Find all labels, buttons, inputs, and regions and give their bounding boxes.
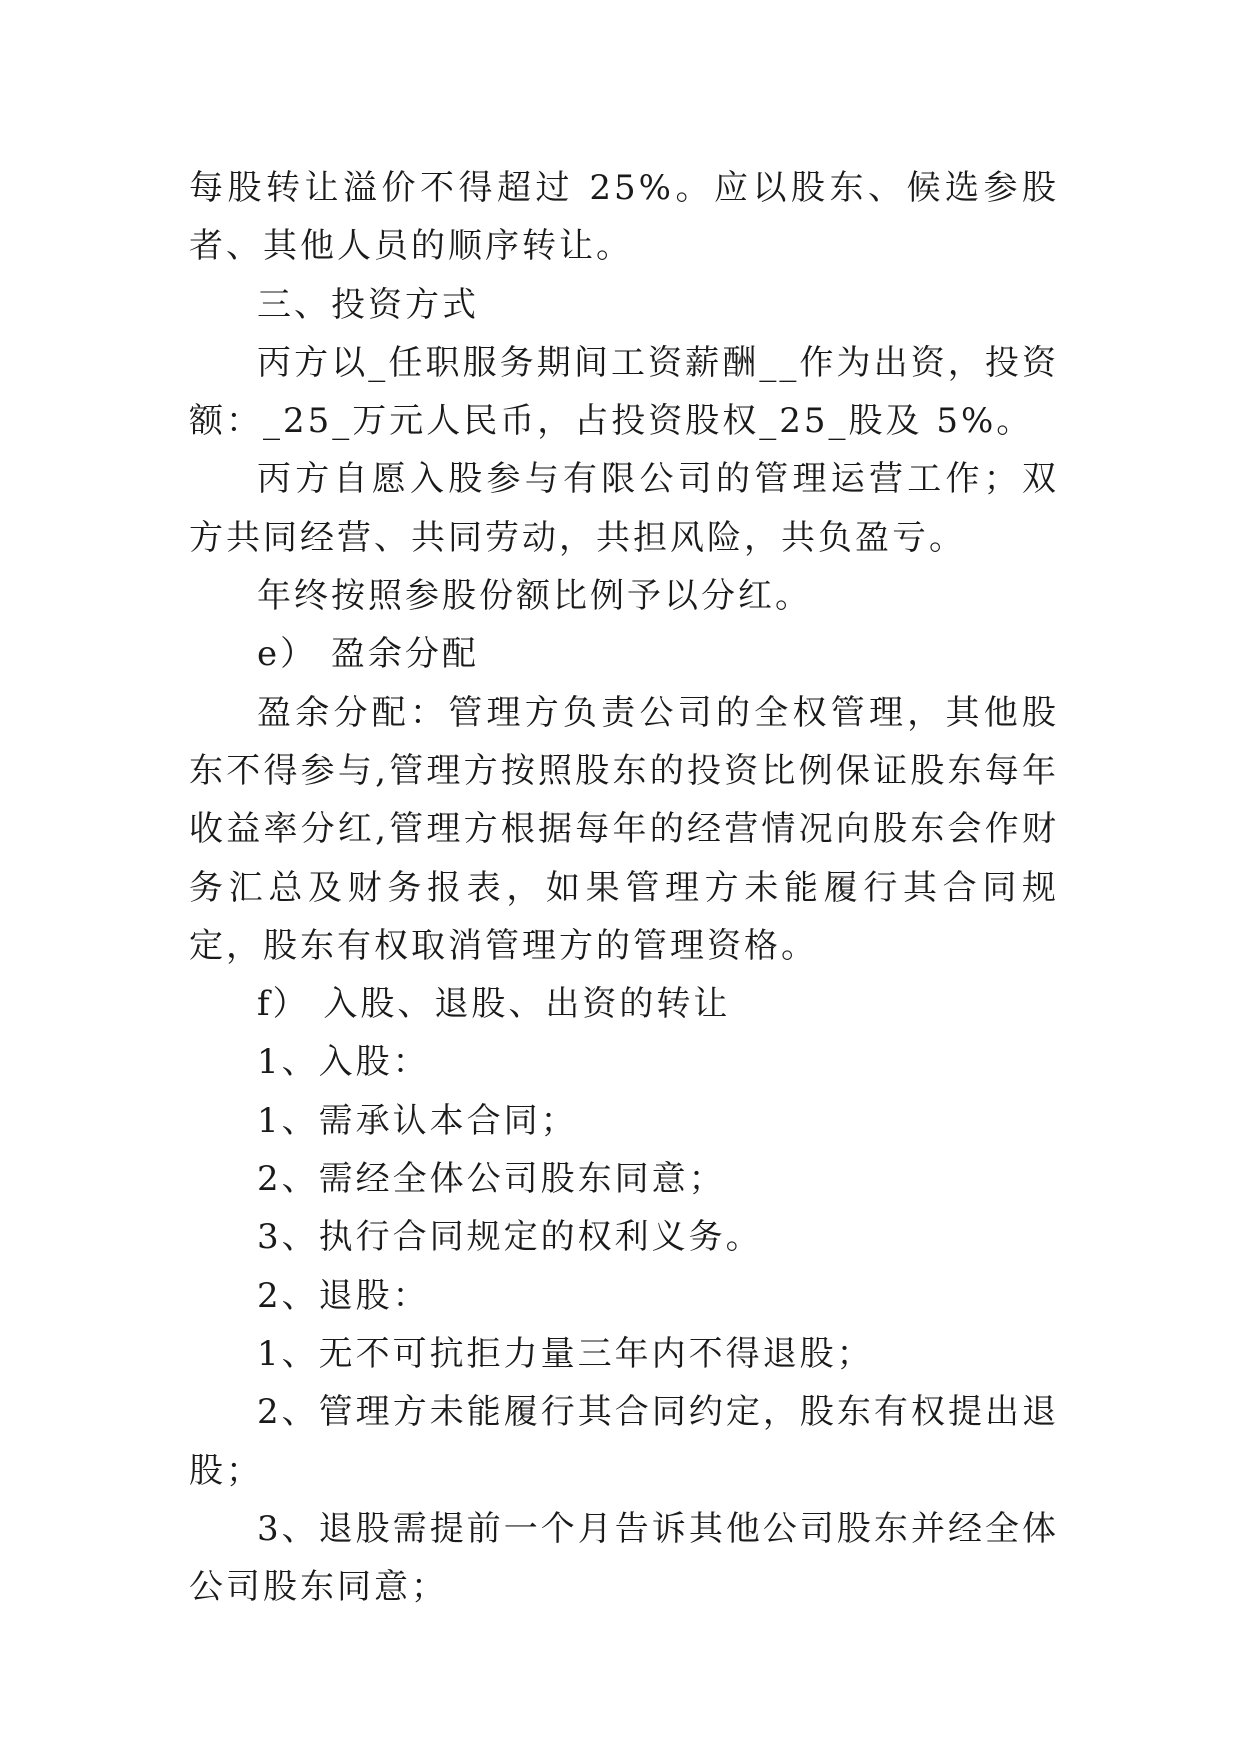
- subheading-withdraw: 2、退股：: [257, 1275, 430, 1316]
- heading-profit-distribution: e） 盈余分配: [257, 634, 479, 675]
- list-item-withdraw-2: 2、管理方未能履行其合同约定，股东有权提出退股；: [189, 1392, 1059, 1491]
- paragraph-joint-operation: 丙方自愿入股参与有限公司的管理运营工作；双方共同经营、共同劳动，共担风险，共负盈亏。: [189, 459, 1059, 558]
- paragraph-investment-amount: 丙方以_任职服务期间工资薪酬__作为出资，投资额：_25_万元人民币，占投资股权_25_股及 5%。: [189, 342, 1059, 442]
- heading-investment-method: 三、投资方式: [257, 284, 479, 325]
- subheading-join: 1、入股：: [257, 1042, 430, 1083]
- paragraph-transfer-premium: 每股转让溢价不得超过 25%。应以股东、候选参股者、其他人员的顺序转让。: [189, 168, 1059, 267]
- list-item-join-2: 2、需经全体公司股东同意；: [257, 1159, 726, 1200]
- document-page: [189, 159, 1059, 1616]
- list-item-withdraw-3: 3、退股需提前一个月告诉其他公司股东并经全体公司股东同意；: [189, 1508, 1059, 1608]
- list-item-join-3: 3、执行合同规定的权利义务。: [257, 1217, 763, 1258]
- list-item-join-1: 1、需承认本合同；: [257, 1100, 578, 1141]
- paragraph-profit-distribution: 盈余分配：管理方负责公司的全权管理，其他股东不得参与,管理方按照股东的投资比例保证股东每年收益率分红,管理方根据每年的经营情况向股东会作财务汇总及财务报表，如果管理方未能履行其合同规定，股东有权取消管理方的管理资格。: [189, 692, 1059, 966]
- heading-share-transfer: f） 入股、退股、出资的转让: [257, 984, 731, 1025]
- list-item-withdraw-1: 1、无不可抗拒力量三年内不得退股；: [257, 1333, 874, 1374]
- paragraph-year-end-dividend: 年终按照参股份额比例予以分红。: [257, 576, 812, 617]
